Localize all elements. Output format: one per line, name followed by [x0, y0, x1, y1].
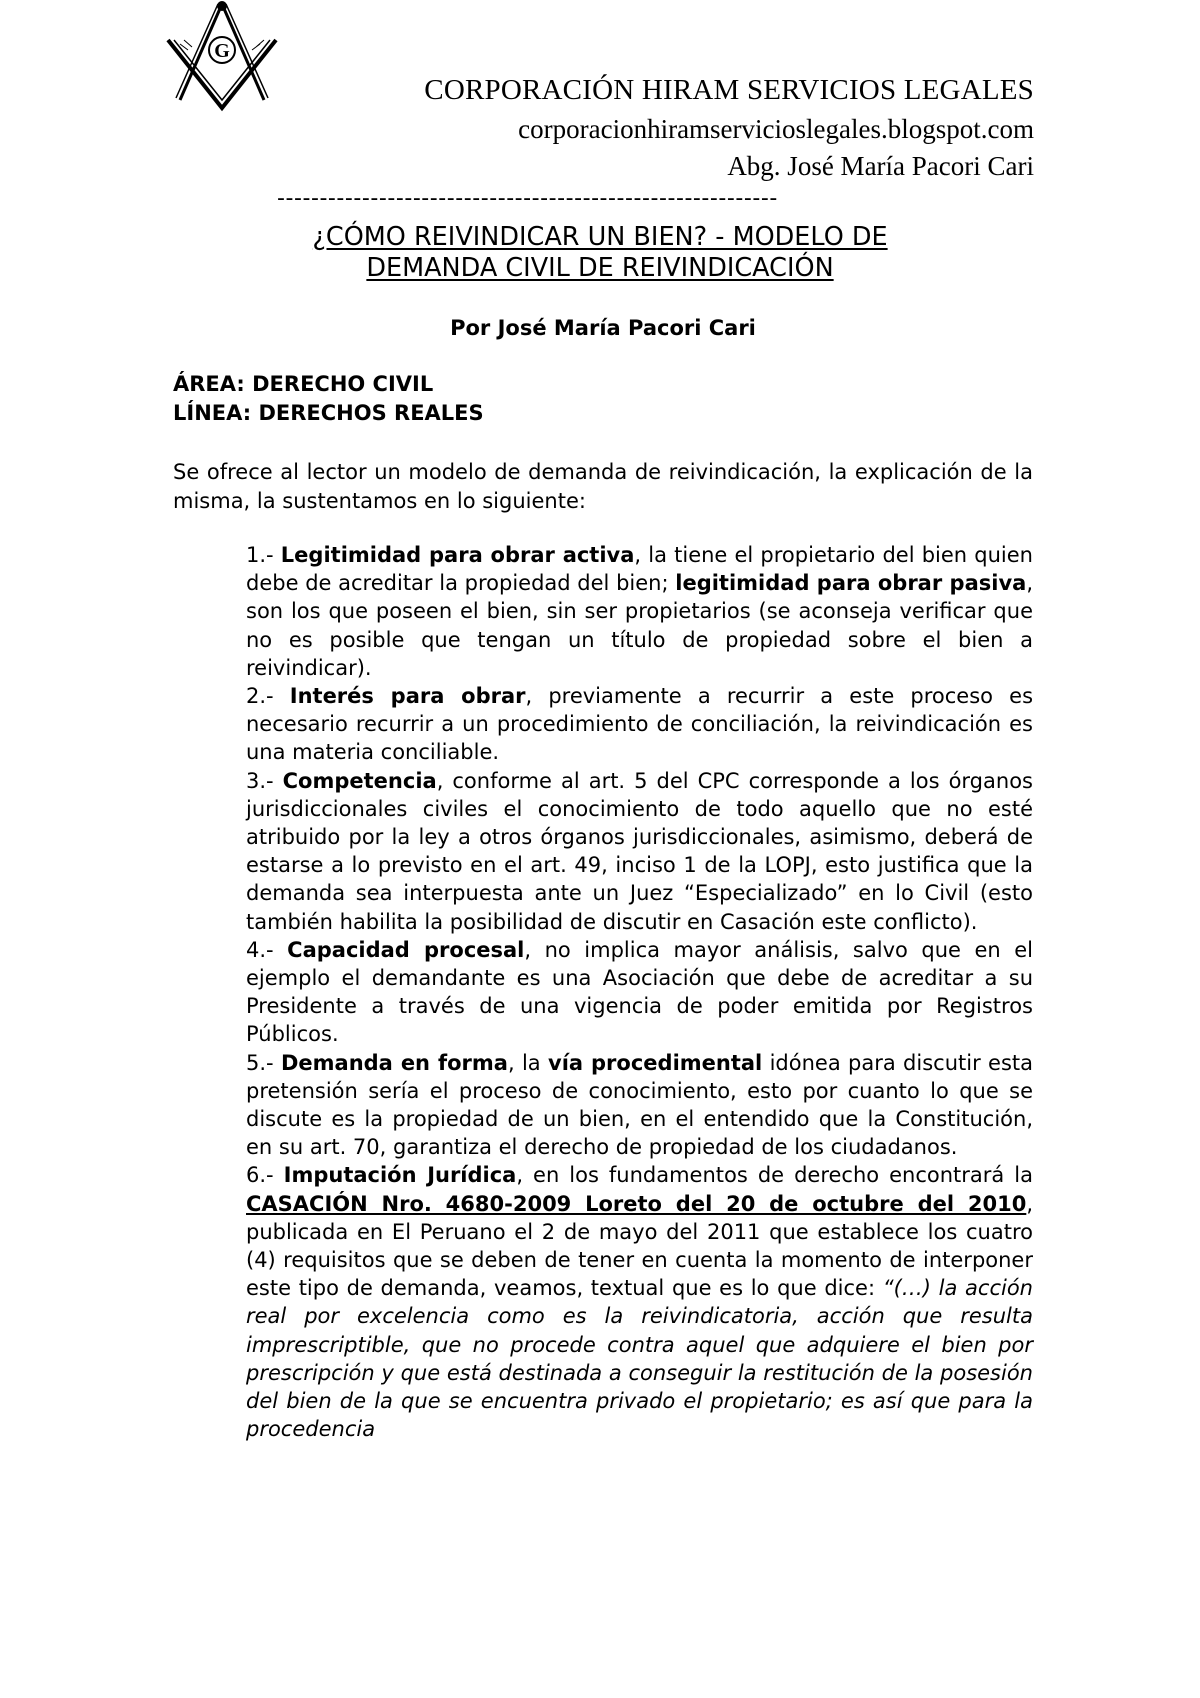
firm-name: CORPORACIÓN HIRAM SERVICIOS LEGALES	[424, 74, 1034, 106]
requirements-list	[246, 541, 1033, 1444]
list-item	[246, 1161, 1033, 1443]
byline: Por José María Pacori Cari	[450, 316, 756, 340]
svg-text:G: G	[214, 40, 230, 62]
item-text: , la tiene el propietario del bien quien debe de acreditar la propiedad del bien;	[246, 543, 1033, 596]
item-number: 1.-	[246, 543, 274, 567]
item-number: 5.-	[246, 1050, 274, 1075]
item-bold-term: Demanda en forma	[280, 1050, 508, 1075]
item-text: , en los fundamentos de derecho encontrará la	[516, 1163, 1033, 1188]
item-text: , no implica mayor análisis, salvo que en el ejemplo el demandante es una Asociación que debe de acreditar a su Presidente a través de una vigencia de poder emitida por Registros Públicos.	[246, 937, 1033, 1047]
document-title-line-1: ¿CÓMO REIVINDICAR UN BIEN? - MODELO DE	[312, 222, 888, 252]
list-item	[246, 1049, 1033, 1162]
document-title-line-2: DEMANDA CIVIL DE REIVINDICACIÓN	[366, 253, 834, 283]
item-bold-term: legitimidad para obrar pasiva	[675, 571, 1027, 596]
list-item	[246, 767, 1033, 936]
item-text: , son los que poseen el bien, sin ser propietarios (se aconseja verificar que no es posible que tengan un título de propiedad sobre el bien a reivindicar).	[246, 571, 1033, 680]
casacion-quote: “(…) la acción real por excelencia como es la reivindicatoria, acción que resulta imprescriptible, que no procede contra aquel que adquiere el bien por prescripción y que está destinada a conseguir la restitución de la posesión del bien de la que se encuentra privado el propietario; es así que para la procedencia	[246, 1276, 1033, 1442]
blog-url: corporacionhiramservicioslegales.blogspot.com	[518, 114, 1034, 144]
item-bold-term: Legitimidad para obrar activa	[280, 543, 635, 567]
list-item	[246, 682, 1033, 767]
linea-label: LÍNEA: DERECHOS REALES	[173, 401, 484, 425]
item-bold-term: Capacidad procesal	[287, 937, 525, 962]
intro-paragraph: Se ofrece al lector un modelo de demanda de reivindicación, la explicación de la misma, la sustentamos en lo siguiente:	[173, 460, 1033, 513]
item-text: , conforme al art. 5 del CPC corresponde a los órganos jurisdiccionales civiles el conocimiento de todo aquello que no esté atribuido por la ley a otros órganos jurisdiccionales, asimismo, deberá de estarse a lo previsto en el art. 49, inciso 1 de la LOPJ, esto justifica que la demanda sea interpuesta ante un Juez “Especializado” en lo Civil (esto también habilita la posibilidad de discutir en Casación este conflicto).	[246, 768, 1033, 934]
item-text: , publicada en El Peruano el 2 de mayo del 2011 que establece los cuatro (4) requisitos que se deben de tener en cuenta la momento de interponer este tipo de demanda, veamos, textual que es lo que dice:	[246, 1191, 1033, 1301]
item-bold-term: Competencia	[282, 768, 437, 793]
list-item	[246, 936, 1033, 1049]
item-bold-term: Interés para obrar	[289, 684, 526, 709]
item-bold-term: vía procedimental	[548, 1050, 763, 1075]
item-bold-term: Imputación Jurídica	[283, 1163, 517, 1188]
item-text: , previamente a recurrir a este proceso es necesario recurrir a un procedimiento de conciliación, la reivindicación es una materia conciliable.	[246, 684, 1034, 765]
casacion-citation: CASACIÓN Nro. 4680-2009 Loreto del 20 de octubre del 2010	[246, 1191, 1027, 1216]
item-number: 3.-	[246, 768, 274, 793]
separator-line: -----------------------------------------------------------	[277, 186, 778, 211]
item-number: 2.-	[246, 684, 274, 709]
author-line: Abg. José María Pacori Cari	[727, 151, 1034, 181]
item-text: idónea para discutir esta pretensión sería el proceso de conocimiento, esto por cuanto lo que se discute es la propiedad de un bien, en el entendido que la Constitución, en su art. 70, garantiza el derecho de propiedad de los ciudadanos.	[246, 1050, 1034, 1160]
item-number: 6.-	[246, 1163, 274, 1188]
square-and-compass-emblem-icon	[160, 0, 285, 115]
item-number: 4.-	[246, 937, 274, 962]
area-label: ÁREA: DERECHO CIVIL	[173, 372, 434, 396]
list-item	[246, 541, 1033, 682]
item-text: , la	[507, 1050, 548, 1075]
